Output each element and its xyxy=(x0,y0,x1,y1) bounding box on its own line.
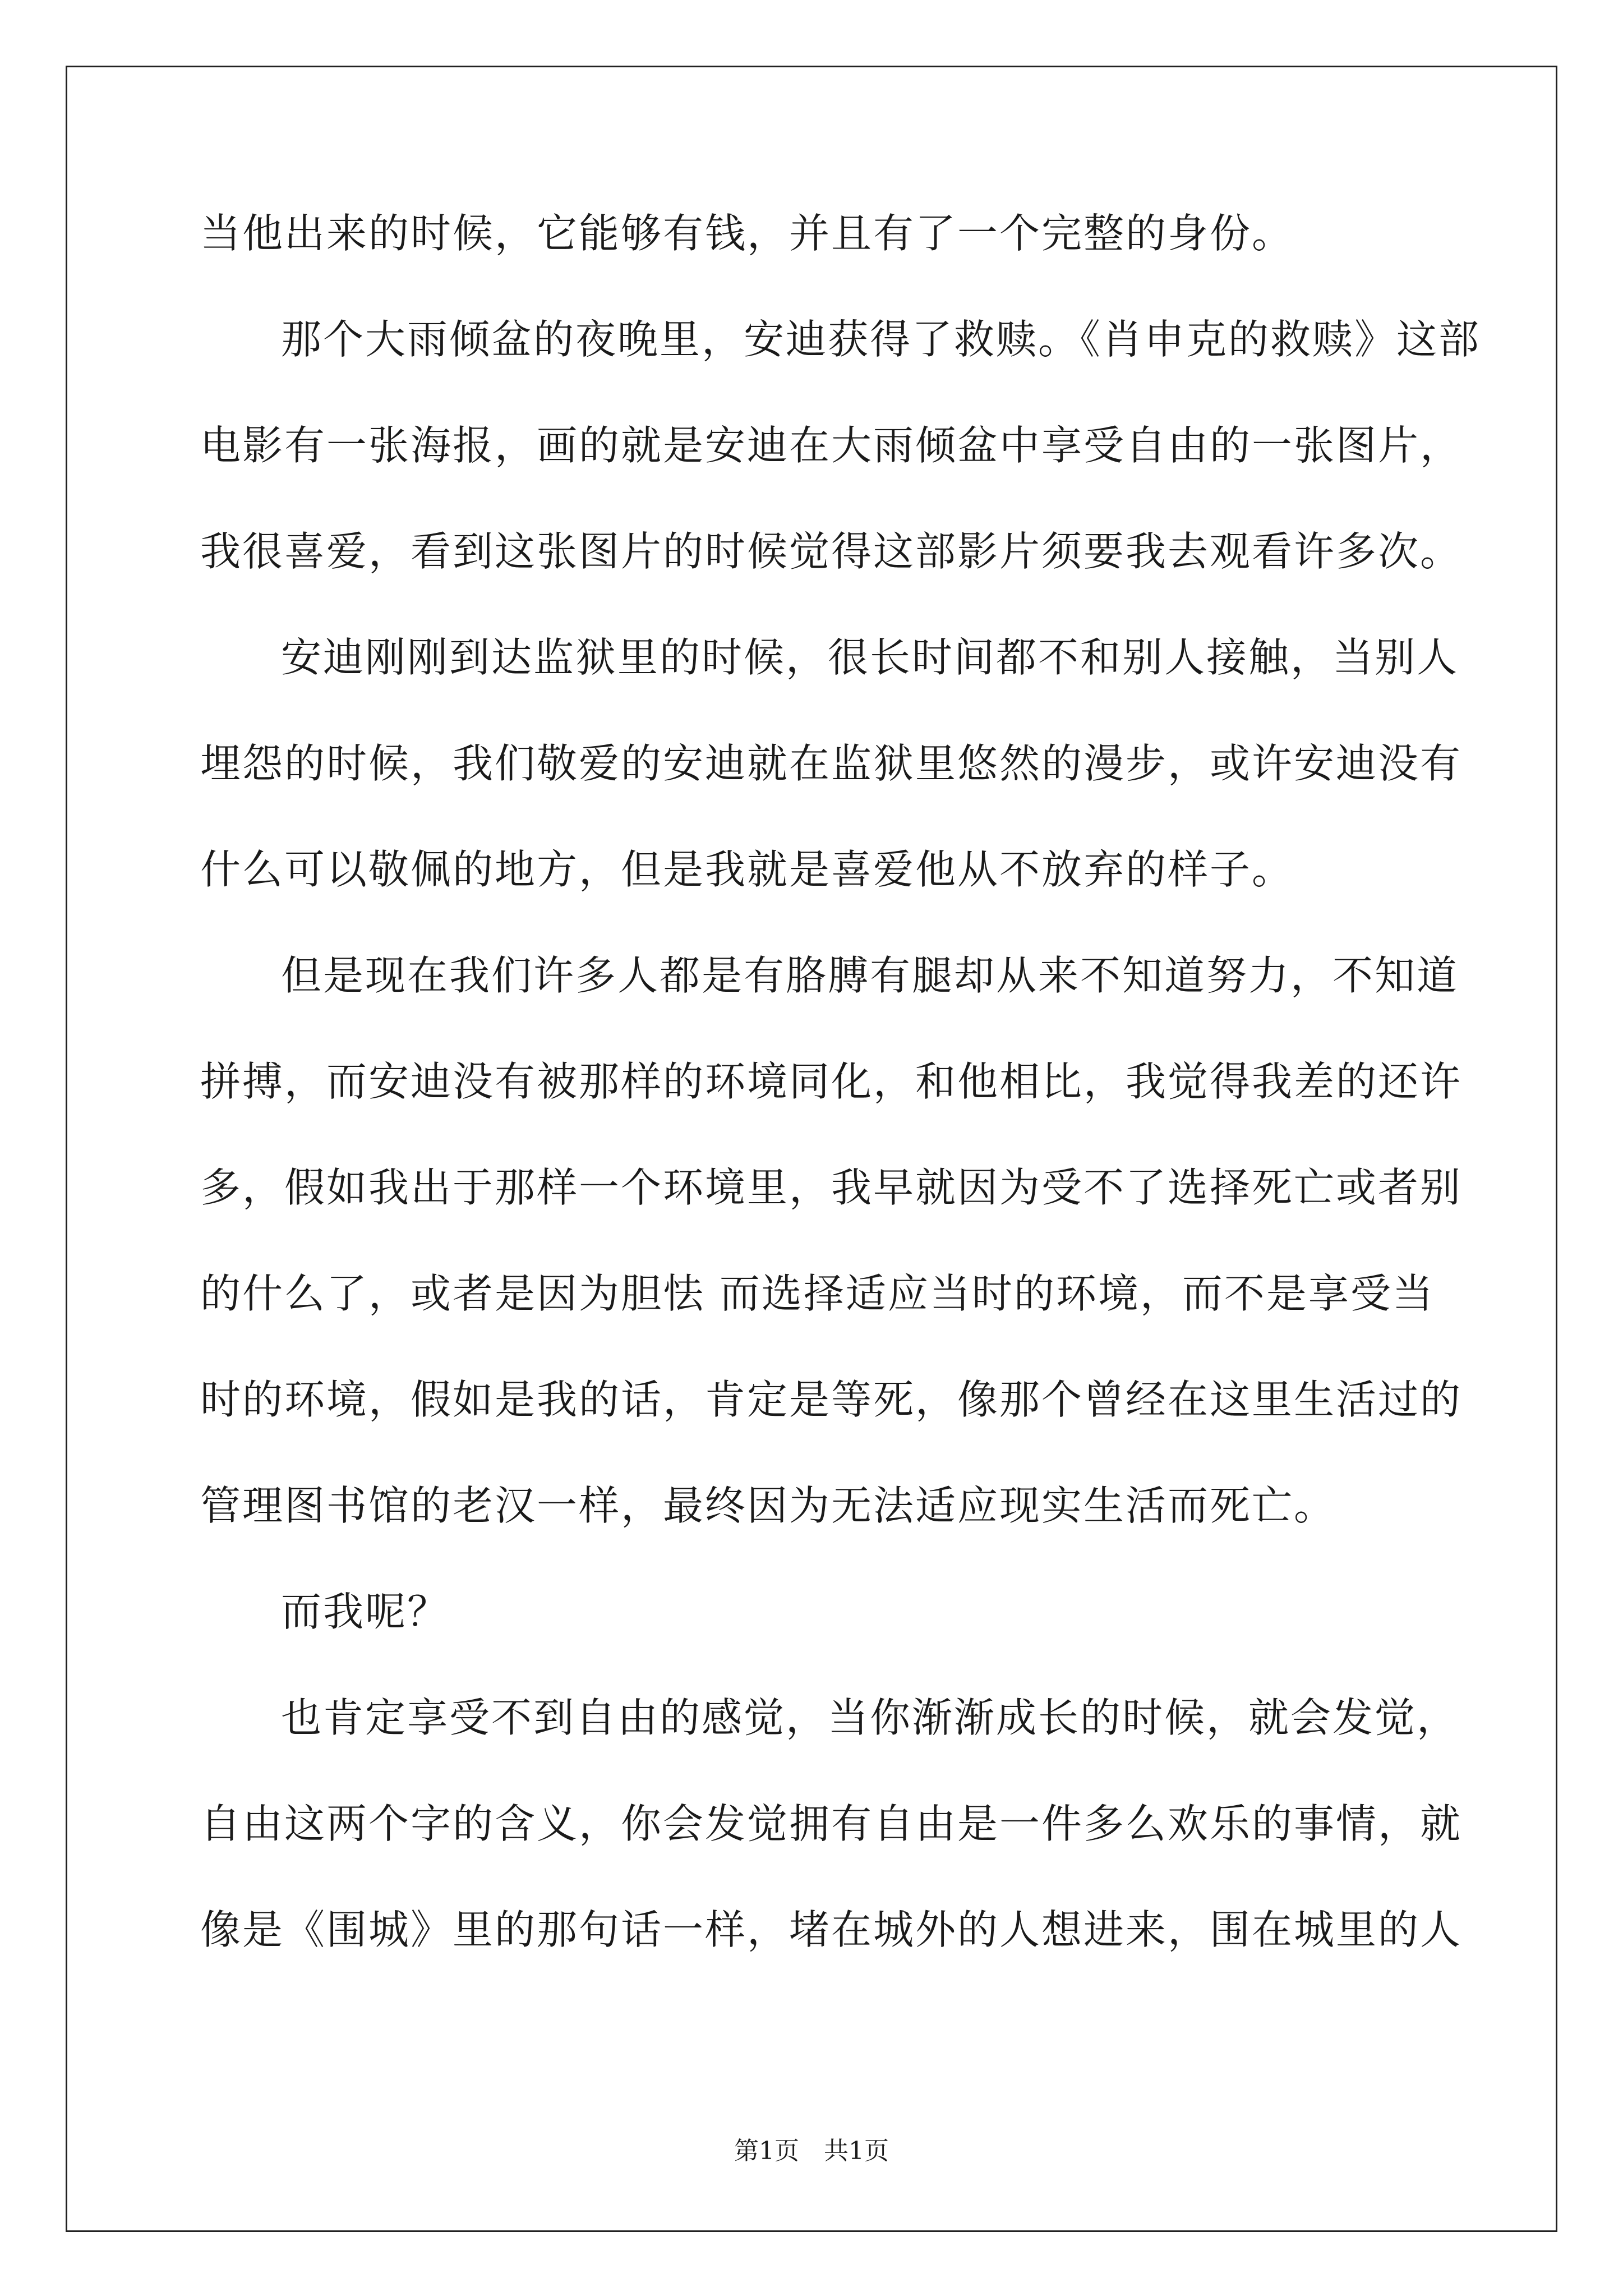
document-body xyxy=(200,210,1481,2016)
text-line: 那个大雨倾盆的夜晚里，安迪获得了救赎。《肖申克的救赎》这部 xyxy=(281,316,1481,363)
text-line: 我很喜爱，看到这张图片的时候觉得这部影片须要我去观看许多次。 xyxy=(200,528,1463,575)
text-line: 像是《围城》里的那句话一样，堵在城外的人想进来，围在城里的人 xyxy=(200,1906,1463,1953)
text-line: 自由这两个字的含义，你会发觉拥有自由是一件多么欢乐的事情，就 xyxy=(200,1800,1463,1847)
text-line: 电影有一张海报，画的就是安迪在大雨倾盆中享受自由的一张图片， xyxy=(200,422,1463,469)
text-line: 也肯定享受不到自由的感觉，当你渐渐成长的时候，就会发觉， xyxy=(281,1694,1459,1741)
text-line: 多，假如我出于那样一个环境里，我早就因为受不了选择死亡或者别 xyxy=(200,1164,1463,1211)
text-line: 当他出来的时候，它能够有钱，并且有了一个完整的身份。 xyxy=(200,210,1294,257)
text-line: 管理图书馆的老汉一样，最终因为无法适应现实生活而死亡。 xyxy=(200,1482,1336,1529)
text-line: 时的环境，假如是我的话，肯定是等死，像那个曾经在这里生活过的 xyxy=(200,1376,1463,1423)
text-line: 但是现在我们许多人都是有胳膊有腿却从来不知道努力，不知道 xyxy=(281,952,1459,999)
text-line: 而我呢？ xyxy=(281,1588,450,1635)
text-line: 安迪刚刚到达监狱里的时候，很长时间都不和别人接触，当别人 xyxy=(281,634,1459,681)
text-line: 的什么了，或者是因为胆怯 而选择适应当时的环境，而不是享受当 xyxy=(200,1270,1435,1317)
text-line: 拼搏，而安迪没有被那样的环境同化，和他相比，我觉得我差的还许 xyxy=(200,1058,1463,1105)
text-line: 埋怨的时候，我们敬爱的安迪就在监狱里悠然的漫步，或许安迪没有 xyxy=(200,740,1463,787)
text-line: 什么可以敬佩的地方，但是我就是喜爱他从不放弃的样子。 xyxy=(200,846,1294,893)
page-number-footer: 第1页 共1页 xyxy=(734,2137,889,2165)
